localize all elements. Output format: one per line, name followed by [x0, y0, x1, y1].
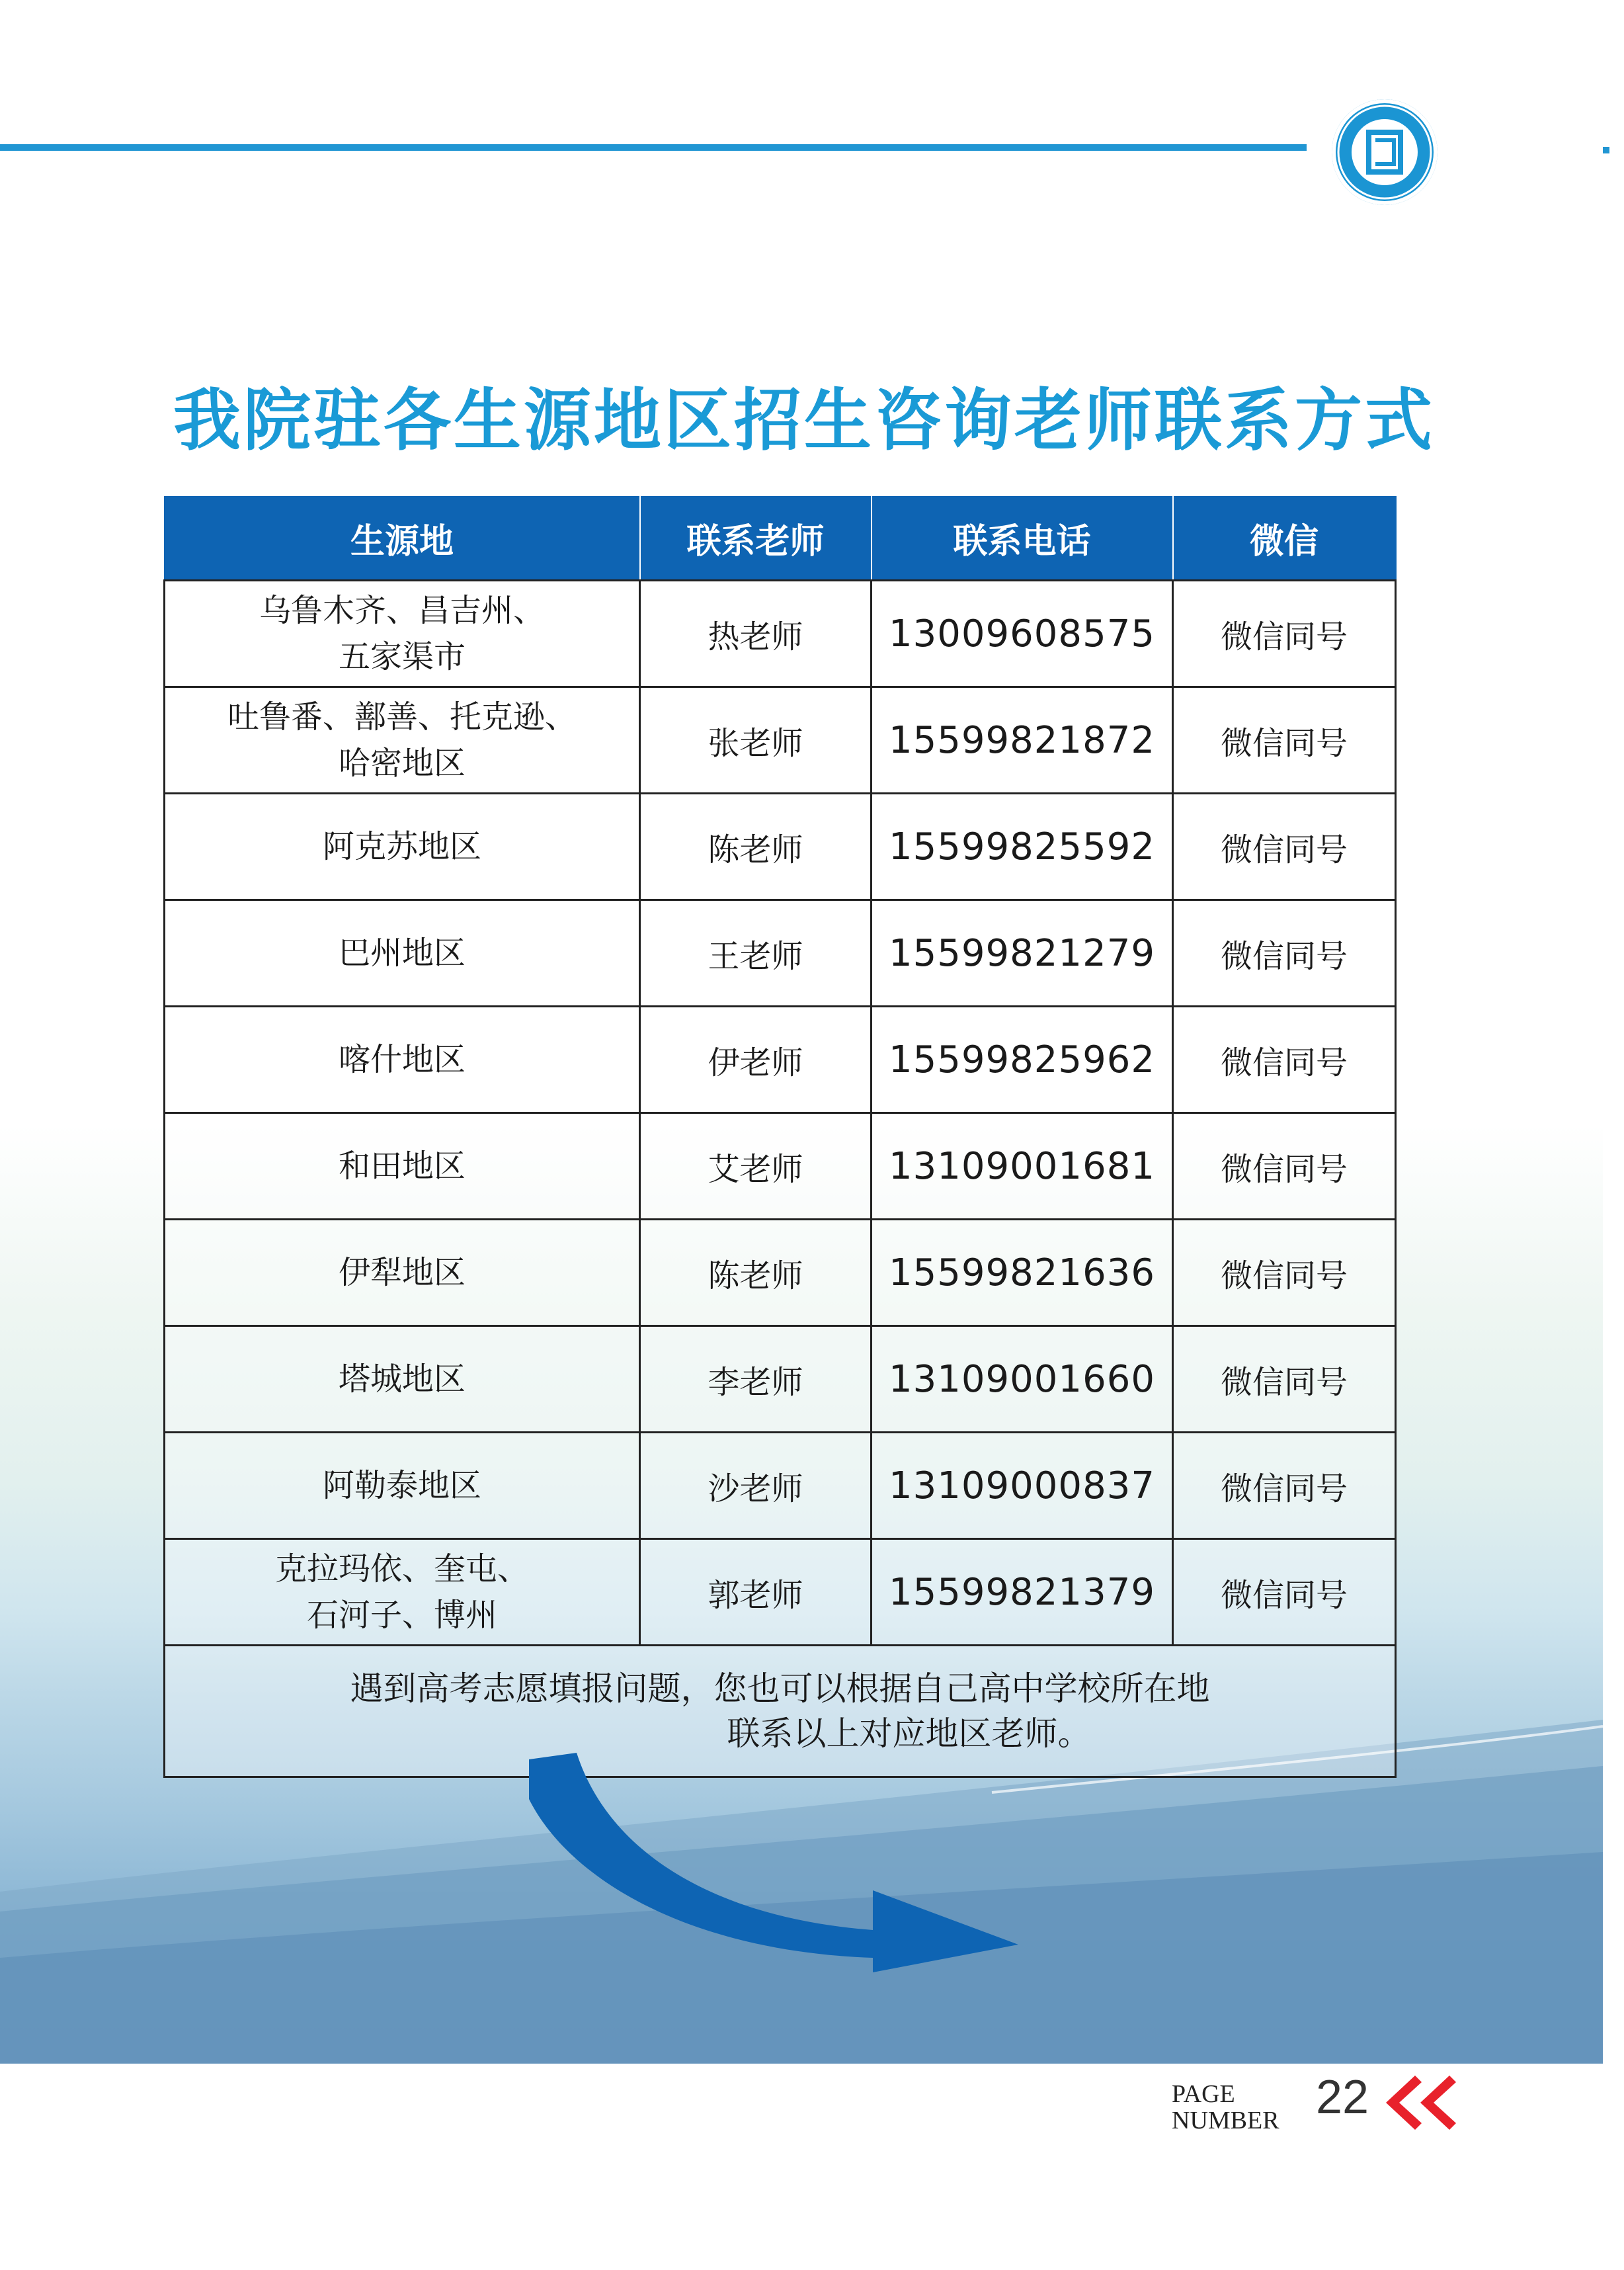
table-row [165, 1007, 1396, 1113]
note-line: 联系以上对应地区老师。 [727, 1714, 1091, 1753]
page-number: 22 [1316, 2071, 1369, 2124]
double-chevron-left-icon [1383, 2073, 1456, 2132]
curved-arrow-icon [516, 1753, 1045, 1978]
phone-cell: 15599821279 [872, 900, 1173, 1007]
phone-cell: 15599821872 [872, 687, 1173, 794]
teacher-cell: 郭老师 [640, 1539, 872, 1646]
teacher-cell: 王老师 [640, 900, 872, 1007]
table-row [165, 900, 1396, 1007]
region-line: 哈密地区 [338, 745, 466, 782]
phone-cell: 15599825962 [872, 1007, 1173, 1113]
phone-cell: 13109001681 [872, 1113, 1173, 1220]
wechat-cell: 微信同号 [1173, 1539, 1396, 1646]
phone-cell: 15599821379 [872, 1539, 1173, 1646]
table-row [165, 1113, 1396, 1220]
region-line: 克拉玛依、奎屯、 [274, 1550, 529, 1587]
region-cell: 伊犁地区 [165, 1220, 640, 1326]
header-teacher: 联系老师 [640, 496, 872, 581]
wechat-cell: 微信同号 [1173, 1220, 1396, 1326]
table-header-row [165, 496, 1396, 581]
wechat-cell: 微信同号 [1173, 1433, 1396, 1539]
teacher-cell: 艾老师 [640, 1113, 872, 1220]
table-row [165, 1433, 1396, 1539]
region-line: 石河子、博州 [306, 1597, 497, 1634]
header-phone: 联系电话 [872, 496, 1173, 581]
header-wechat: 微信 [1173, 496, 1396, 581]
table-row [165, 687, 1396, 794]
wechat-cell: 微信同号 [1173, 1113, 1396, 1220]
region-cell: 阿勒泰地区 [165, 1433, 640, 1539]
page-label [1172, 2081, 1279, 2134]
contact-table [163, 496, 1397, 1778]
region-cell [165, 687, 640, 794]
page-label-line: PAGE [1172, 2080, 1235, 2108]
wechat-cell: 微信同号 [1173, 794, 1396, 900]
region-cell [165, 581, 640, 687]
phone-cell: 13109001660 [872, 1326, 1173, 1433]
header-region: 生源地 [165, 496, 640, 581]
region-line: 五家渠市 [338, 638, 466, 675]
region-line: 乌鲁木齐、昌吉州、 [259, 592, 545, 629]
region-cell: 和田地区 [165, 1113, 640, 1220]
region-cell: 塔城地区 [165, 1326, 640, 1433]
teacher-cell: 热老师 [640, 581, 872, 687]
table-row [165, 1539, 1396, 1646]
school-seal-logo [1332, 99, 1438, 205]
wechat-cell: 微信同号 [1173, 900, 1396, 1007]
phone-cell: 13109000837 [872, 1433, 1173, 1539]
note-line: 遇到高考志愿填报问题，您也可以根据自己高中学校所在地 [350, 1669, 1210, 1708]
table-row [165, 1220, 1396, 1326]
wechat-cell: 微信同号 [1173, 581, 1396, 687]
region-line: 吐鲁番、鄯善、托克逊、 [227, 698, 577, 736]
region-cell: 巴州地区 [165, 900, 640, 1007]
note-text [350, 1666, 1210, 1756]
teacher-cell: 陈老师 [640, 1220, 872, 1326]
header-rule-dot [1603, 147, 1609, 153]
region-cell: 阿克苏地区 [165, 794, 640, 900]
table-row [165, 1326, 1396, 1433]
wechat-cell: 微信同号 [1173, 1326, 1396, 1433]
phone-cell: 15599825592 [872, 794, 1173, 900]
page-label-line: NUMBER [1172, 2107, 1279, 2134]
teacher-cell: 陈老师 [640, 794, 872, 900]
phone-cell: 13009608575 [872, 581, 1173, 687]
region-cell [165, 1539, 640, 1646]
teacher-cell: 张老师 [640, 687, 872, 794]
header-rule [0, 144, 1307, 151]
region-cell: 喀什地区 [165, 1007, 640, 1113]
table-row [165, 794, 1396, 900]
wechat-cell: 微信同号 [1173, 687, 1396, 794]
wechat-cell: 微信同号 [1173, 1007, 1396, 1113]
phone-cell: 15599821636 [872, 1220, 1173, 1326]
page-title: 我院驻各生源地区招生咨询老师联系方式 [173, 382, 1435, 460]
teacher-cell: 李老师 [640, 1326, 872, 1433]
table-row [165, 581, 1396, 687]
teacher-cell: 沙老师 [640, 1433, 872, 1539]
teacher-cell: 伊老师 [640, 1007, 872, 1113]
